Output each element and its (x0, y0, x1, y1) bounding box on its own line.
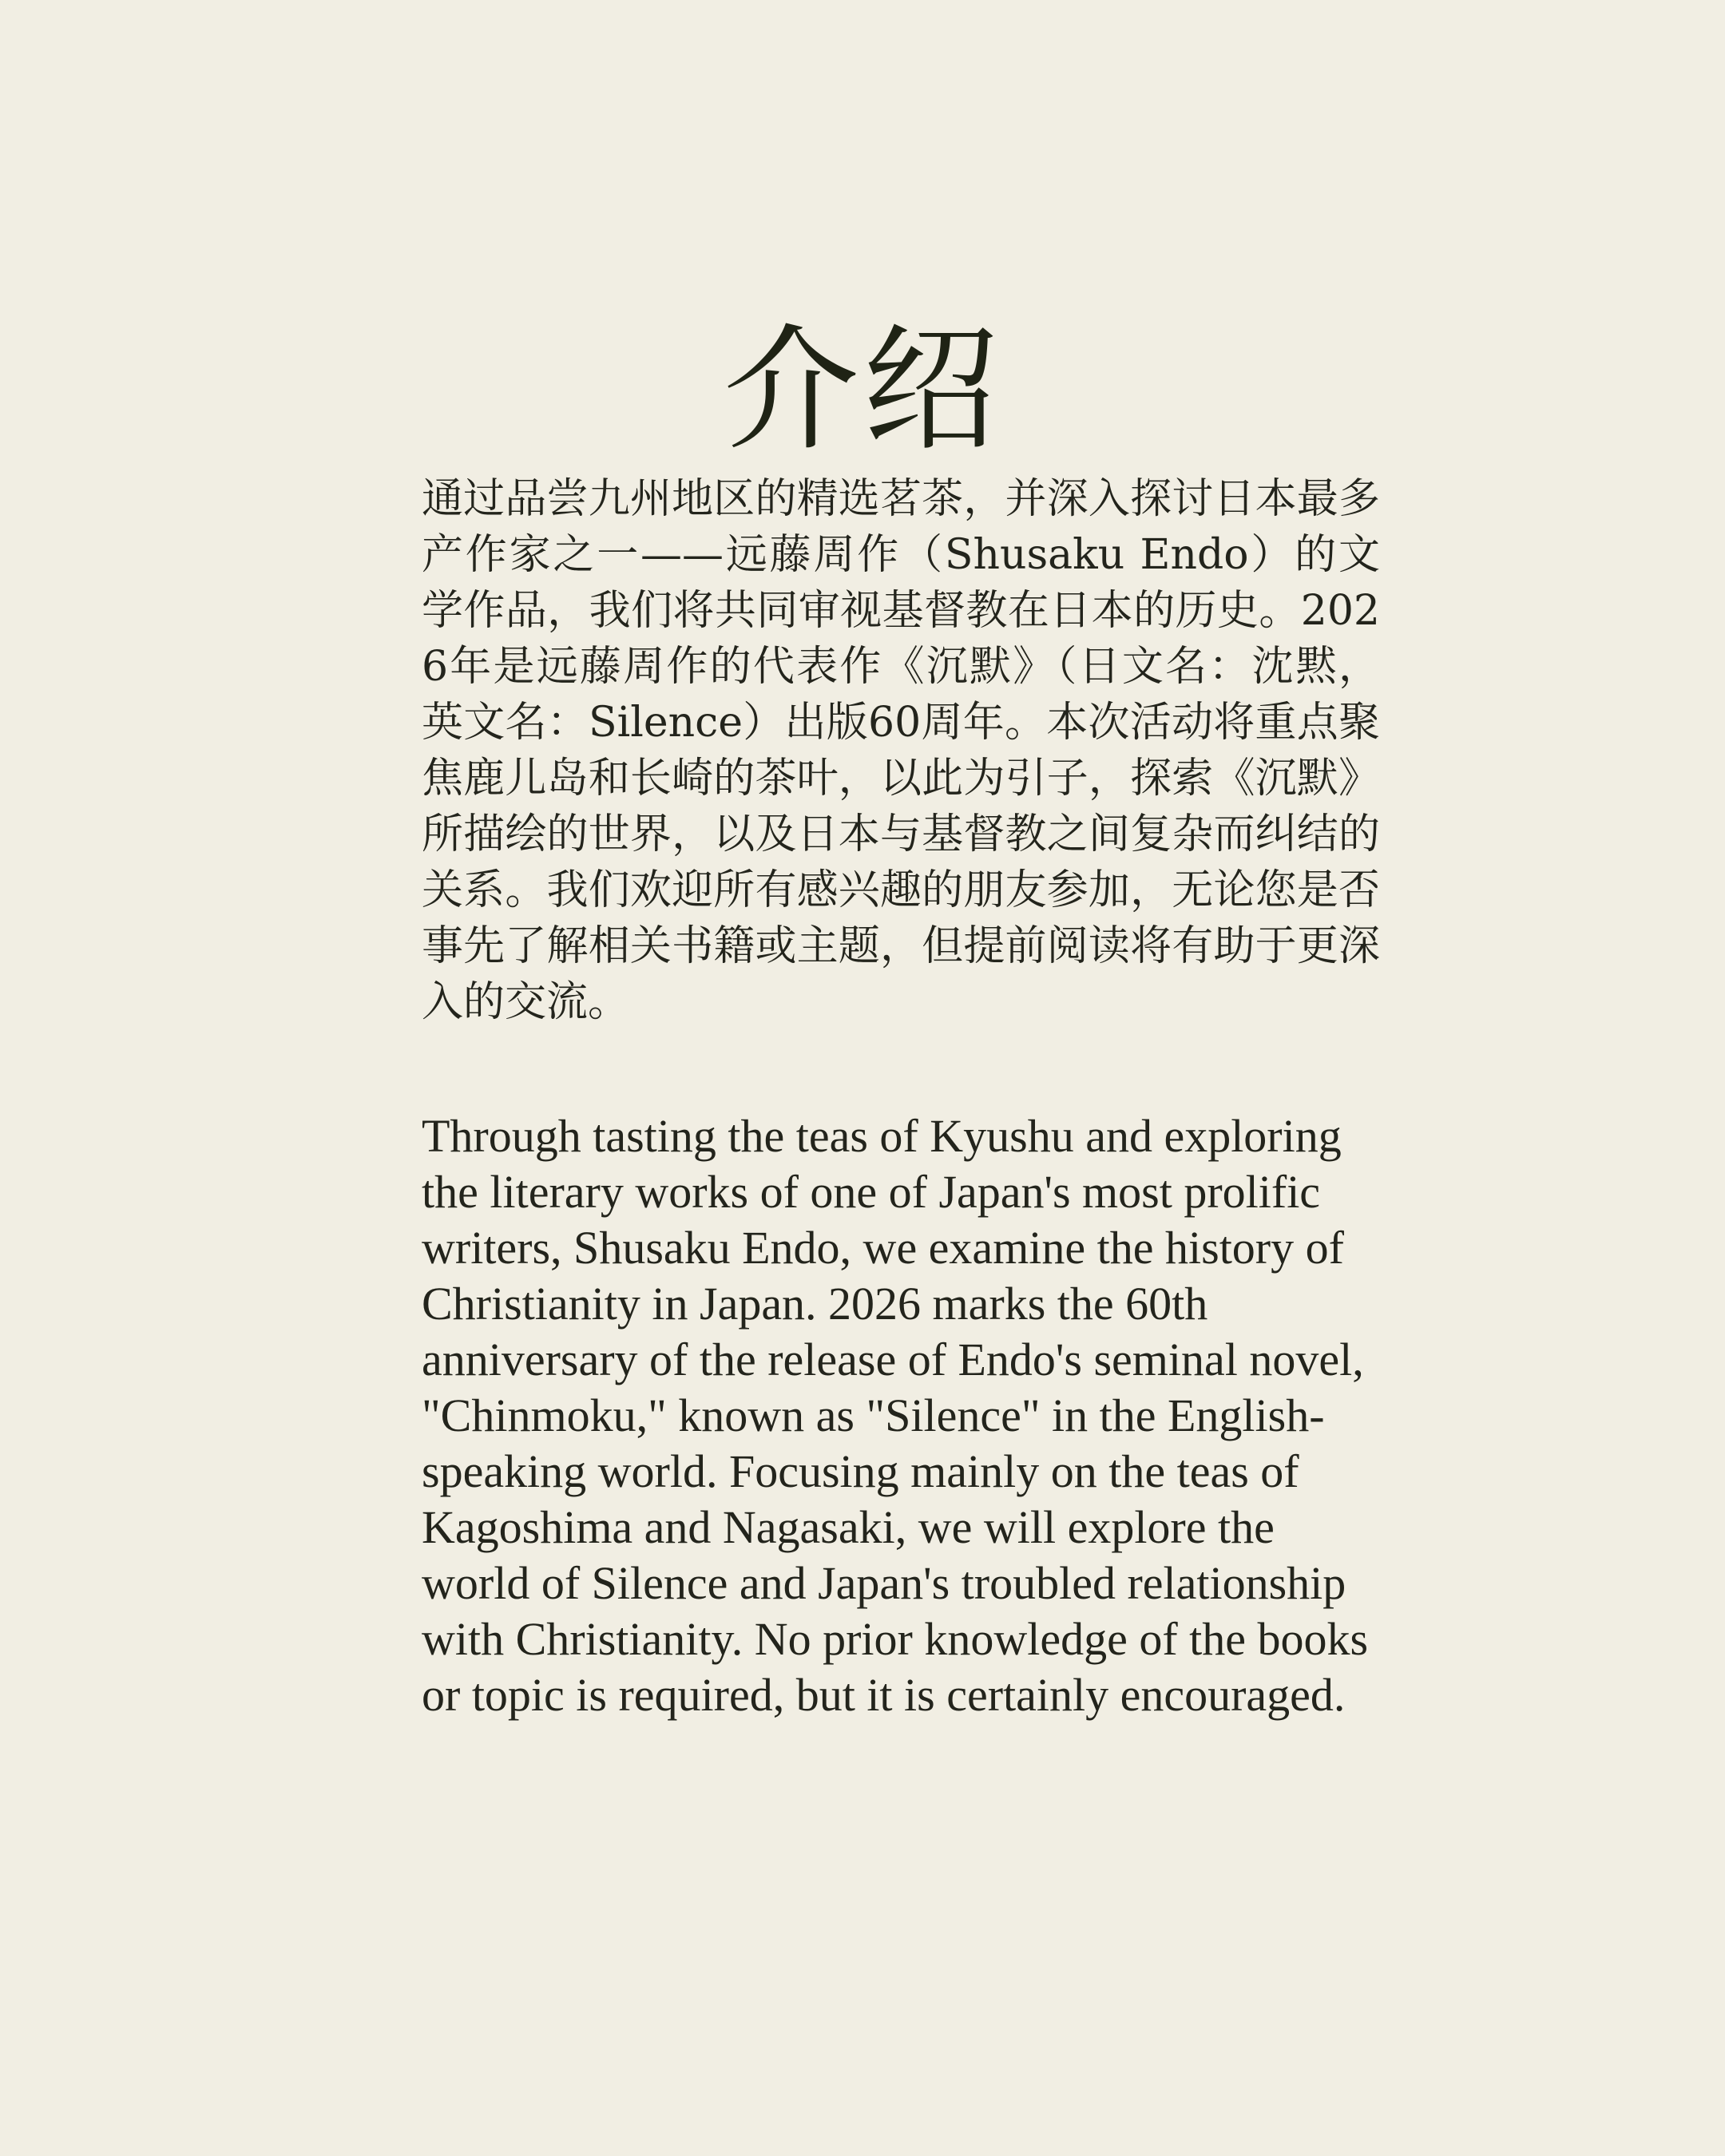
intro-content (422, 471, 1380, 1723)
intro-paragraph-english: Through tasting the teas of Kyushu and exploring the literary works of one of Japan's most prolific writers, Shusaku Endo, we examine the history of Christianity in Japan. 2026 marks the 60th anniversary of the release of Endo's seminal novel, "Chinmoku," known as "Silence" in the English-speaking world. Focusing mainly on the teas of Kagoshima and Nagasaki, we will explore the world of Silence and Japan's troubled relationship with Christianity. No prior knowledge of the books or topic is required, but it is certainly encouraged. (422, 1110, 1369, 1721)
page-title: 介绍 (723, 311, 1001, 470)
intro-paragraph-chinese: 通过品尝九州地区的精选茗茶，并深入探讨日本最多产作家之一——远藤周作（Shusaku Endo）的文学作品，我们将共同审视基督教在日本的历史。2026年是远藤周作的代表作《沉默》（日文名：沈黙，英文名：Silence）出版60周年。本次活动将重点聚焦鹿儿岛和长崎的茶叶，以此为引子，探索《沉默》所描绘的世界，以及日本与基督教之间复杂而纠结的关系。我们欢迎所有感兴趣的朋友参加，无论您是否事先了解相关书籍或主题，但提前阅读将有助于更深入的交流。 (422, 475, 1380, 1026)
